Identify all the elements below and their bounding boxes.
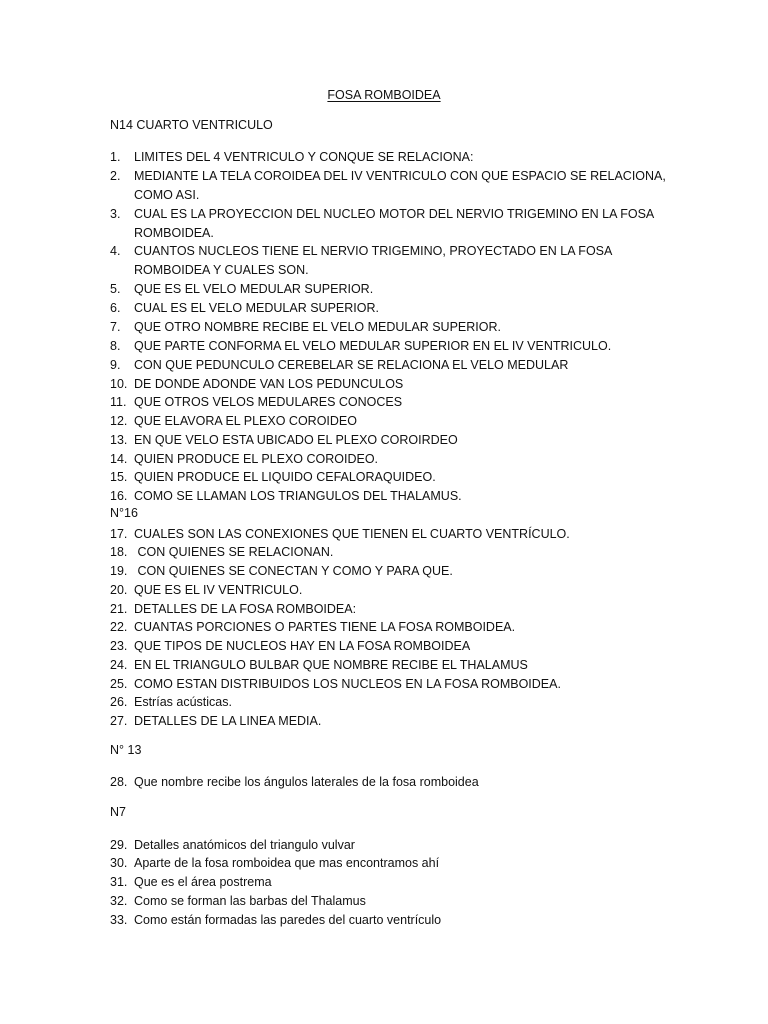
question-item bbox=[110, 836, 670, 855]
question-item bbox=[110, 712, 670, 731]
question-text: QUE TIPOS DE NUCLEOS HAY EN LA FOSA ROMBOIDEA bbox=[134, 639, 471, 653]
question-text: CUANTAS PORCIONES O PARTES TIENE LA FOSA ROMBOIDEA. bbox=[134, 620, 516, 634]
question-number: 16. bbox=[110, 489, 128, 503]
question-text: QUE PARTE CONFORMA EL VELO MEDULAR SUPERIOR EN EL IV VENTRICULO. bbox=[134, 339, 612, 353]
question-item bbox=[110, 412, 670, 431]
question-item bbox=[110, 600, 670, 619]
question-item bbox=[110, 693, 670, 712]
question-text: COMO ESTAN DISTRIBUIDOS LOS NUCLEOS EN LA FOSA ROMBOIDEA. bbox=[134, 677, 561, 691]
question-number: 23. bbox=[110, 639, 128, 653]
question-number: 29. bbox=[110, 838, 128, 852]
question-item bbox=[110, 656, 670, 675]
question-text: Que nombre recibe los ángulos laterales de la fosa romboidea bbox=[134, 775, 479, 789]
question-text: QUE OTROS VELOS MEDULARES CONOCES bbox=[134, 395, 403, 409]
question-number: 17. bbox=[110, 527, 128, 541]
question-item bbox=[110, 581, 670, 600]
question-number: 19. bbox=[110, 564, 128, 578]
question-text: CUANTOS NUCLEOS TIENE EL NERVIO TRIGEMINO, PROYECTADO EN LA FOSA ROMBOIDEA Y CUALES SON. bbox=[134, 244, 616, 277]
question-number: 26. bbox=[110, 695, 128, 709]
section-heading: N°16 bbox=[110, 506, 138, 520]
question-number: 30. bbox=[110, 856, 128, 870]
question-item bbox=[110, 543, 670, 562]
question-number: 10. bbox=[110, 377, 128, 391]
question-item bbox=[110, 618, 670, 637]
question-text: QUE ELAVORA EL PLEXO COROIDEO bbox=[134, 414, 357, 428]
question-text: Como están formadas las paredes del cuarto ventrículo bbox=[134, 913, 442, 927]
question-text: EN EL TRIANGULO BULBAR QUE NOMBRE RECIBE EL THALAMUS bbox=[134, 658, 528, 672]
question-text: QUE ES EL IV VENTRICULO. bbox=[134, 583, 303, 597]
question-number: 25. bbox=[110, 677, 128, 691]
question-text: CUAL ES LA PROYECCION DEL NUCLEO MOTOR DEL NERVIO TRIGEMINO EN LA FOSA ROMBOIDEA. bbox=[134, 207, 658, 240]
question-item bbox=[110, 205, 670, 243]
question-text: EN QUE VELO ESTA UBICADO EL PLEXO COROIRDEO bbox=[134, 433, 458, 447]
question-text: Que es el área postrema bbox=[134, 875, 272, 889]
question-text: QUE OTRO NOMBRE RECIBE EL VELO MEDULAR SUPERIOR. bbox=[134, 320, 501, 334]
question-item bbox=[110, 337, 670, 356]
document-title: FOSA ROMBOIDEA bbox=[327, 88, 441, 102]
question-item bbox=[110, 280, 670, 299]
question-number: 27. bbox=[110, 714, 128, 728]
question-number: 2. bbox=[110, 169, 121, 183]
question-item bbox=[110, 773, 670, 792]
question-text: MEDIANTE LA TELA COROIDEA DEL IV VENTRICULO CON QUE ESPACIO SE RELACIONA, COMO ASI. bbox=[134, 169, 670, 202]
question-number: 31. bbox=[110, 875, 128, 889]
question-number: 15. bbox=[110, 470, 128, 484]
section-heading: N° 13 bbox=[110, 743, 142, 757]
question-item bbox=[110, 148, 670, 167]
question-text: Como se forman las barbas del Thalamus bbox=[134, 894, 366, 908]
question-item bbox=[110, 356, 670, 375]
section-heading: N14 CUARTO VENTRICULO bbox=[110, 118, 273, 132]
section-heading: N7 bbox=[110, 805, 126, 819]
question-text: QUIEN PRODUCE EL LIQUIDO CEFALORAQUIDEO. bbox=[134, 470, 436, 484]
question-number: 14. bbox=[110, 452, 128, 466]
question-text: Detalles anatómicos del triangulo vulvar bbox=[134, 838, 355, 852]
question-item bbox=[110, 675, 670, 694]
document-title-wrap bbox=[0, 88, 768, 102]
question-text: CUAL ES EL VELO MEDULAR SUPERIOR. bbox=[134, 301, 379, 315]
question-item bbox=[110, 892, 670, 911]
question-text: LIMITES DEL 4 VENTRICULO Y CONQUE SE RELACIONA: bbox=[134, 150, 474, 164]
question-number: 5. bbox=[110, 282, 121, 296]
question-text: CON QUE PEDUNCULO CEREBELAR SE RELACIONA EL VELO MEDULAR bbox=[134, 358, 569, 372]
question-number: 22. bbox=[110, 620, 128, 634]
question-item bbox=[110, 167, 670, 205]
question-text: CON QUIENES SE RELACIONAN. bbox=[134, 545, 334, 559]
question-item bbox=[110, 911, 670, 930]
question-number: 9. bbox=[110, 358, 121, 372]
question-item bbox=[110, 468, 670, 487]
question-number: 7. bbox=[110, 320, 121, 334]
question-item bbox=[110, 637, 670, 656]
question-item bbox=[110, 487, 670, 506]
question-text: Aparte de la fosa romboidea que mas encontramos ahí bbox=[134, 856, 440, 870]
question-number: 21. bbox=[110, 602, 128, 616]
question-item bbox=[110, 375, 670, 394]
question-number: 18. bbox=[110, 545, 128, 559]
question-text: COMO SE LLAMAN LOS TRIANGULOS DEL THALAMUS. bbox=[134, 489, 462, 503]
question-text: DETALLES DE LA LINEA MEDIA. bbox=[134, 714, 322, 728]
question-text: DETALLES DE LA FOSA ROMBOIDEA: bbox=[134, 602, 357, 616]
question-item bbox=[110, 562, 670, 581]
question-item bbox=[110, 854, 670, 873]
question-text: QUIEN PRODUCE EL PLEXO COROIDEO. bbox=[134, 452, 379, 466]
question-number: 8. bbox=[110, 339, 121, 353]
question-number: 3. bbox=[110, 207, 121, 221]
question-text: DE DONDE ADONDE VAN LOS PEDUNCULOS bbox=[134, 377, 404, 391]
question-text: Estrías acústicas. bbox=[134, 695, 232, 709]
question-number: 24. bbox=[110, 658, 128, 672]
question-number: 6. bbox=[110, 301, 121, 315]
question-number: 33. bbox=[110, 913, 128, 927]
question-item bbox=[110, 318, 670, 337]
question-item bbox=[110, 299, 670, 318]
question-text: CON QUIENES SE CONECTAN Y COMO Y PARA QUE. bbox=[134, 564, 453, 578]
question-number: 13. bbox=[110, 433, 128, 447]
question-text: QUE ES EL VELO MEDULAR SUPERIOR. bbox=[134, 282, 374, 296]
question-number: 12. bbox=[110, 414, 128, 428]
question-number: 28. bbox=[110, 775, 128, 789]
question-item bbox=[110, 525, 670, 544]
question-number: 4. bbox=[110, 244, 121, 258]
question-item bbox=[110, 873, 670, 892]
question-item bbox=[110, 393, 670, 412]
question-number: 20. bbox=[110, 583, 128, 597]
question-item bbox=[110, 242, 670, 280]
question-number: 11. bbox=[110, 395, 127, 409]
question-item bbox=[110, 450, 670, 469]
question-item bbox=[110, 431, 670, 450]
question-number: 32. bbox=[110, 894, 128, 908]
question-text: CUALES SON LAS CONEXIONES QUE TIENEN EL CUARTO VENTRÍCULO. bbox=[134, 527, 570, 541]
question-number: 1. bbox=[110, 150, 121, 164]
